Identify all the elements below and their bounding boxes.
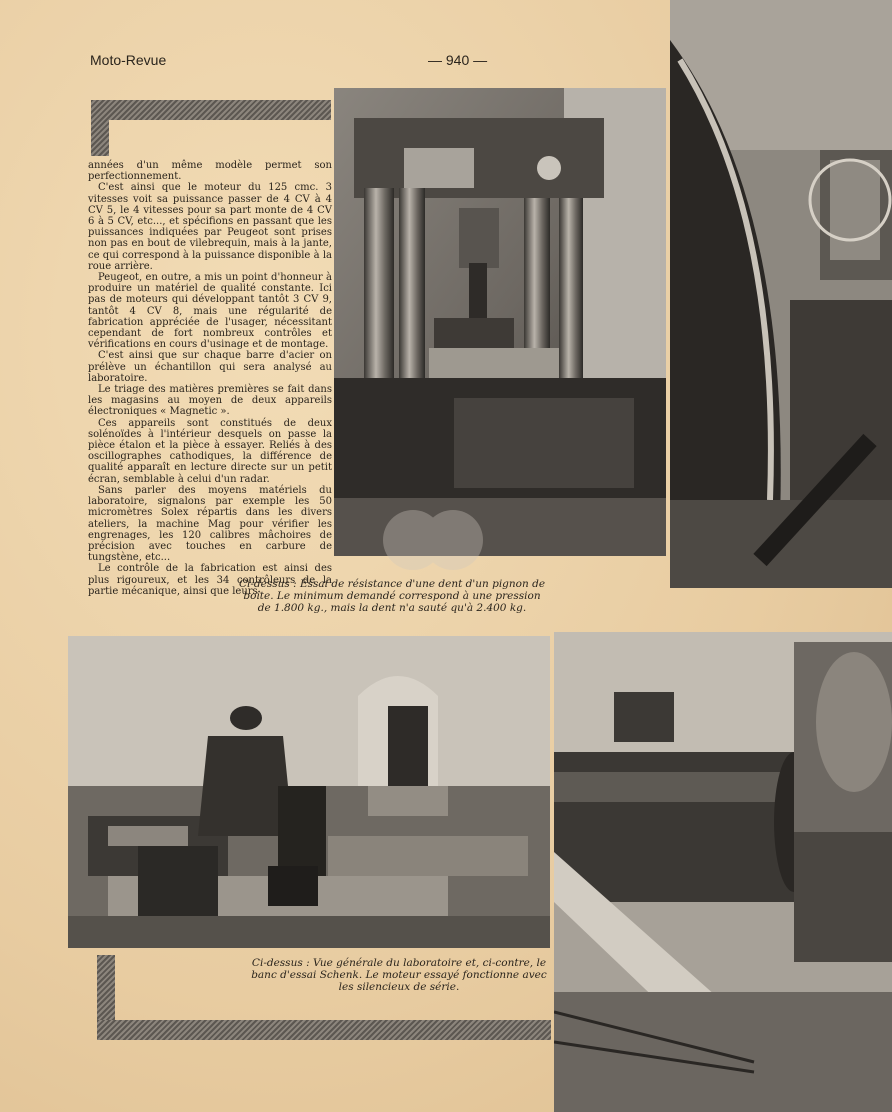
oscillograph-photo <box>670 0 892 588</box>
decorative-bracket-top <box>91 100 331 120</box>
press-test-photo <box>334 88 666 556</box>
page-number: — 940 — <box>428 52 488 68</box>
article-paragraph: Sans parler des moyens matériels du laboratoire, signalons par exemple les 50 micromètres Solex répartis dans les divers ateliers, la machine Mag pour vérifier les engrenages, les 120 calibres mâchoires de précision avec touches en carbure de tungstène, etc... <box>88 484 332 564</box>
caption-top: Ci-dessus : Essai de résistance d'une dent d'un pignon de boîte. Le minimum demandé correspond à une pression de 1.800 kg., mais la dent n'a sauté qu'à 2.400 kg. <box>238 578 546 614</box>
article-paragraph: Ces appareils sont constitués de deux solénoïdes à l'intérieur desquels on passe la pièce étalon et la pièce à essayer. Reliés à des oscillographes cathodiques, la différence de qualité apparaît en lecture directe sur un petit écran, semblable à celui d'un radar. <box>88 417 332 485</box>
article-paragraph: Le triage des matières premières se fait dans les magasins au moyen de deux appareils électroniques « Magnetic ». <box>88 384 332 418</box>
publication-title: Moto-Revue <box>90 52 167 68</box>
watermark-logo <box>378 505 488 575</box>
decorative-bracket-top-left <box>91 100 109 156</box>
article-paragraph: C'est ainsi que le moteur du 125 cmc. 3 vitesses voit sa puissance passer de 4 CV à 4 CV 5, le 4 vitesses pour sa part monte de 4 CV 6 à 5 CV, etc..., et spécifions en passant que les puissances indiquées par Peugeot sont prises non pas en bout de vilebrequin, mais à la jante, ce qui correspond à la puissance disponible à la roue arrière. <box>88 182 332 272</box>
laboratory-photo <box>68 636 550 948</box>
article-paragraph: années d'un même modèle permet son perfectionnement. <box>88 160 332 183</box>
article-text-column <box>88 160 332 597</box>
article-paragraph: Le contrôle de la fabrication est ainsi des plus rigoureux, et les 34 contrôleurs de la partie mécanique, ainsi que leurs <box>88 563 332 597</box>
schenk-bench-photo <box>554 632 892 1112</box>
caption-bottom: Ci-dessus : Vue générale du laboratoire et, ci-contre, le banc d'essai Schenk. Le moteur essayé fonctionne avec les silencieux de série. <box>251 957 547 993</box>
article-paragraph: C'est ainsi que sur chaque barre d'acier on prélève un échantillon qui sera analysé au laboratoire. <box>88 350 332 384</box>
decorative-bracket-bottom <box>97 1020 551 1040</box>
article-paragraph: Peugeot, en outre, a mis un point d'honneur à produire un matériel de qualité constante. Ici pas de moteurs qui développant tantôt 3 CV 9, tantôt 4 CV 8, mais une régularité de fabrication appréciée de l'usager, nécessitant cependant de fort nombreux contrôles et vérifications en cours d'usinage et de montage. <box>88 272 332 351</box>
